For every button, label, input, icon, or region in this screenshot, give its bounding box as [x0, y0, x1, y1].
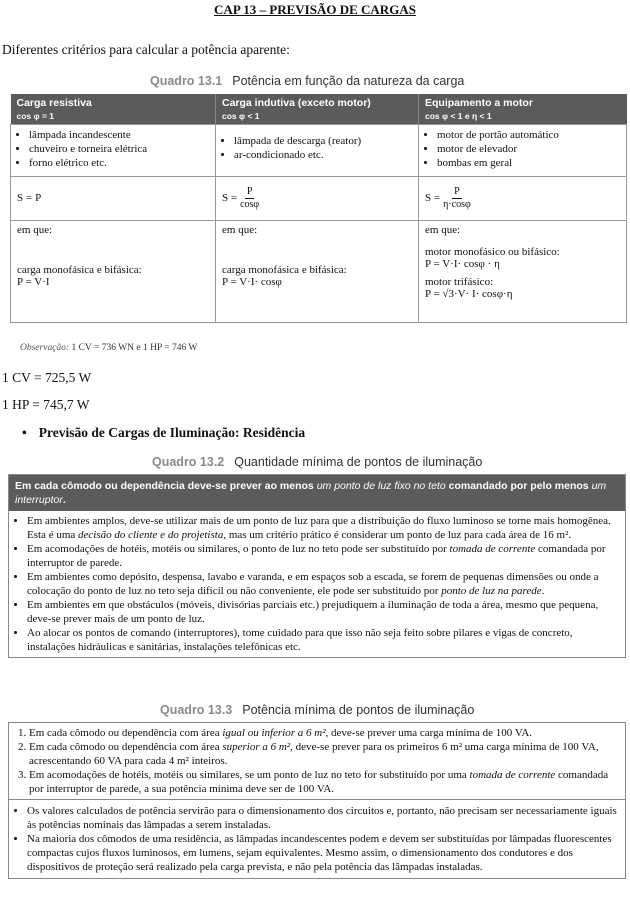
example-item: • motor de portão automático: [437, 128, 620, 142]
quadro2-caption: [152, 455, 482, 469]
quadro3-note: • Na maioria dos cômodos de uma residência, as lâmpadas incandescentes podem e devem ser substituídas por lâmpadas fluorescentes compactas cujos fluxos luminosos, em lumens, sejam equivalentes. Mesmo assim, o dimensionamento dos condutores e dos dispositivos de proteção será realizado pela carga prevista, e não pela potência das lâmpadas instaladas.: [27, 832, 619, 874]
examples-cell: [216, 125, 419, 177]
page-title: CAP 13 – PREVISÃO DE CARGAS: [214, 2, 416, 17]
quadro3-rule: 3. Em acomodações de hotéis, motéis ou similares, se um ponto de luz no teto for substituído por uma tomada de corrente comandada por interruptor de parede, a sua potência mínima deve ser de 100 VA.: [29, 768, 619, 796]
quadro1-table: [10, 94, 627, 323]
quadro2-item: • Em acomodações de hotéis, motéis ou similares, o ponto de luz no teto pode ser substituído por tomada de corrente comandada por interruptor de parede.: [27, 542, 619, 570]
formula-fraction: $\frac{P}{\cos\varphi}$: [240, 185, 260, 210]
example-item: • lâmpada de descarga (reator): [234, 134, 412, 148]
examples-cell: [11, 125, 216, 177]
formula-fraction: $\frac{P}{\eta\cdot\cos\varphi}$: [443, 185, 471, 210]
quadro1-number: Quadro 13.1: [150, 74, 223, 88]
where-cell: em que: carga monofásica e bifásica: P = V·I· cosφ: [216, 221, 419, 323]
quadro3-caption: [160, 703, 474, 717]
example-item: • ar-condicionado etc.: [234, 148, 412, 162]
quadro1-observation: Observação: 1 CV = 736 WN e 1 HP = 746 W: [20, 343, 198, 353]
quadro3-rule: 2. Em cada cômodo ou dependência com área superior a 6 m², deve-se prever para os primeiros 6 m² uma carga mínima de 100 VA, acrescentando 60 VA para cada 4 m² inteiros.: [29, 740, 619, 768]
section-heading: • Previsão de Cargas de Iluminação: Residência: [22, 425, 306, 440]
quadro1-where-row: [11, 221, 627, 323]
quadro3-rule: 1. Em cada cômodo ou dependência com área igual ou inferior a 6 m², deve-se prever uma carga mínima de 100 VA.: [29, 726, 619, 740]
examples-cell: [419, 125, 627, 177]
quadro1-header-row: [11, 94, 627, 125]
quadro1-title: Potência em função da natureza da carga: [232, 74, 465, 88]
quadro2-title: Quantidade mínima de pontos de iluminação: [234, 455, 483, 469]
quadro2-item: • Em ambientes como depósito, despensa, lavabo e varanda, e em espaços sob a escada, se forem de pequenas dimensões ou onde a colocação do ponto de luz no teto seja difícil ou não conveniente, ele pode ser substituído por ponto de luz na parede.: [27, 570, 619, 598]
quadro2-number: Quadro 13.2: [152, 455, 225, 469]
formula-cell: S = P: [11, 177, 216, 221]
where-cell: em que: motor monofásico ou bifásico: P = V·I· cosφ · η motor trifásico: P = √3·V· I· cosφ·η: [419, 221, 627, 323]
quadro1-formula-row: [11, 177, 627, 221]
example-item: • bombas em geral: [437, 156, 620, 170]
quadro3-title: Potência mínima de pontos de iluminação: [242, 703, 475, 717]
quadro3-number: Quadro 13.3: [160, 703, 233, 717]
example-item: • lâmpada incandescente: [29, 128, 209, 142]
quadro2-item: • Em ambientes em que obstáculos (móveis, divisórias parciais etc.) prejudiquem a iluminação de toda a área, mesmo que pequena, deve-se prever mais de um ponto de luz.: [27, 598, 619, 626]
quadro1-caption: [150, 74, 464, 88]
example-item: • chuveiro e torneira elétrica: [29, 142, 209, 156]
quadro2-item: • Em ambientes amplos, deve-se utilizar mais de um ponto de luz para que a distribuição do fluxo luminoso se torne mais homogênea. Esta é uma decisão do cliente e do projetista, mas um critério prático é considerar um ponto de luz para cada área de 16 m².: [27, 514, 619, 542]
bullet-icon: •: [22, 425, 27, 440]
conversion-hp: 1 HP = 745,7 W: [2, 397, 90, 412]
example-item: • motor de elevador: [437, 142, 620, 156]
example-item: • forno elétrico etc.: [29, 156, 209, 170]
quadro2-header: Em cada cômodo ou dependência deve-se prever ao menos um ponto de luz fixo no teto comandado por pelo menos um interruptor.: [9, 475, 625, 511]
where-cell: em que: carga monofásica e bifásica: P = V·I: [11, 221, 216, 323]
formula-cell: S = $\frac{P}{\eta\cdot\cos\varphi}$: [419, 177, 627, 221]
quadro2-item: • Ao alocar os pontos de comando (interruptores), tome cuidado para que isso não seja feito sobre pilares e vigas de concreto, instalações hidráulicas e sanitárias, instalações telefônicas etc.: [27, 626, 619, 654]
quadro1-header: Equipamento a motor cos φ < 1 e η < 1: [419, 94, 627, 125]
quadro1-header: Carga resistiva cos φ = 1: [11, 94, 216, 125]
quadro3-note: • Os valores calculados de potência servirão para o dimensionamento dos circuitos e, portanto, não precisam ser necessariamente iguais às potências nominais das lâmpadas a serem instaladas.: [27, 804, 619, 832]
quadro1-header: Carga indutiva (exceto motor) cos φ < 1: [216, 94, 419, 125]
quadro2-box: [8, 474, 626, 658]
formula-cell: S = $\frac{P}{\cos\varphi}$: [216, 177, 419, 221]
intro-text: Diferentes critérios para calcular a potência aparente:: [2, 42, 290, 57]
quadro1-examples-row: [11, 125, 627, 177]
quadro3-box: [8, 722, 626, 879]
conversion-cv: 1 CV = 725,5 W: [2, 370, 92, 385]
